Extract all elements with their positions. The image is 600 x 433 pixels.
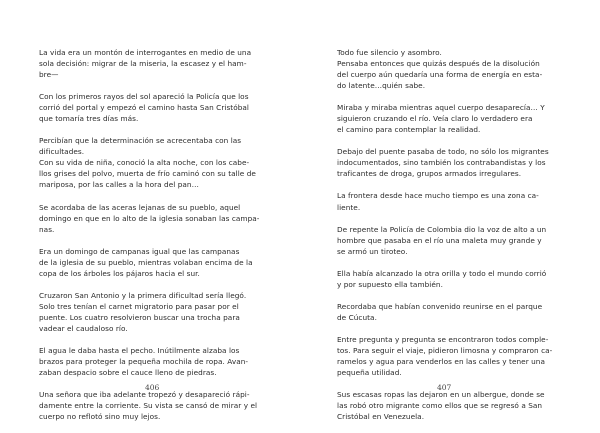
- text-line: El agua le daba hasta el pecho. Inútilmente alzaba los: [39, 345, 240, 355]
- text-line: domingo en que en lo alto de la iglesia sonaban las campa-: [39, 213, 260, 223]
- text-line: el camino para contemplar la realidad.: [337, 125, 481, 135]
- paragraph: [337, 389, 563, 422]
- text-line: copa de los árboles los pájaros hacia el sur.: [39, 268, 200, 278]
- text-line: del cuerpo aún quedaría una forma de energía en esta-: [337, 70, 543, 80]
- text-line: Con los primeros rayos del sol apareció la Policía que los: [39, 92, 249, 102]
- text-line: llos grises del polvo, muerta de frío caminó con su talle de: [39, 169, 256, 179]
- text-line: Entre pregunta y pregunta se encontraron todos comple-: [337, 334, 549, 344]
- text-line: dificultades.: [39, 147, 85, 157]
- text-line: y por supuesto ella también.: [337, 279, 443, 289]
- text-line: Sus escasas ropas las dejaron en un albergue, donde se: [337, 390, 545, 400]
- right-text-block: [337, 47, 563, 433]
- text-line: mariposa, por las calles a la hora del pan…: [39, 180, 199, 190]
- text-line: traficantes de droga, grupos armados irregulares.: [337, 169, 522, 179]
- left-page: [0, 0, 300, 425]
- text-line: vadear el caudaloso río.: [39, 323, 128, 333]
- right-page: [300, 0, 600, 425]
- paragraph: [39, 345, 263, 378]
- text-line: Todo fue silencio y asombro.: [337, 48, 442, 57]
- text-line: siguieron cruzando el río. Veía claro lo verdadero era: [337, 114, 533, 124]
- text-line: corrió del portal y empezó el camino hasta San Cristóbal: [39, 103, 250, 113]
- text-line: Era un domingo de campanas igual que las campanas: [39, 246, 240, 256]
- text-line: De repente la Policía de Colombia dio la voz de alto a un: [337, 224, 547, 234]
- paragraph: [337, 334, 563, 378]
- text-line: La frontera desde hace mucho tiempo es una zona ca-: [337, 191, 539, 201]
- text-line: liente.: [337, 202, 361, 212]
- text-line: hombre que pasaba en el río una maleta muy grande y: [337, 235, 542, 245]
- text-line: zaban despacio sobre el cauce lleno de piedras.: [39, 368, 217, 378]
- text-line: indocumentados, sino también los contrabandistas y los: [337, 158, 546, 168]
- text-line: Recordaba que habían convenido reunirse en el parque: [337, 301, 543, 311]
- paragraph: [39, 290, 263, 334]
- text-line: cuerpo no reflotó sino muy lejos.: [39, 412, 161, 422]
- text-line: Con su vida de niña, conoció la alta noche, con los cabe-: [39, 158, 250, 168]
- paragraph: [337, 102, 563, 135]
- text-line: sola decisión: migrar de la miseria, la escasez y el ham-: [39, 59, 247, 69]
- text-line: damente entre la corriente. Su vista se cansó de mirar y el: [39, 401, 258, 411]
- paragraph: [39, 246, 263, 279]
- text-line: brazos para proteger la pequeña mochila de ropa. Avan-: [39, 357, 249, 367]
- text-line: puente. Los cuatro resolvieron buscar una trocha para: [39, 312, 240, 322]
- text-line: que tomaría tres días más.: [39, 114, 139, 124]
- text-line: La vida era un montón de interrogantes en medio de una: [39, 48, 252, 57]
- text-line: Se acordaba de las aceras lejanas de su pueblo, aquel: [39, 202, 241, 212]
- text-line: las robó otro migrante como ellos que se regresó a San: [337, 401, 543, 411]
- text-line: bre—: [39, 70, 59, 80]
- paragraph: [337, 224, 563, 257]
- text-line: Pensaba entonces que quizás después de la disolución: [337, 59, 540, 69]
- paragraph: [337, 146, 563, 179]
- paragraph: [39, 47, 263, 80]
- paragraph: [39, 389, 263, 422]
- text-line: Percibían que la determinación se acrecentaba con las: [39, 136, 242, 146]
- paragraph: [39, 202, 263, 235]
- text-line: de la iglesia de su pueblo, mientras volaban encima de la: [39, 257, 253, 267]
- paragraph: [39, 135, 263, 190]
- left-text-block: [39, 47, 263, 433]
- text-line: se armó un tiroteo.: [337, 246, 408, 256]
- text-line: Solo tres tenían el carnet migratorio para pasar por el: [39, 301, 239, 311]
- text-line: de Cúcuta.: [337, 312, 377, 322]
- paragraph: [337, 268, 563, 290]
- text-line: Cristóbal en Venezuela.: [337, 412, 425, 422]
- right-page-number: 407: [437, 383, 452, 392]
- text-line: Debajo del puente pasaba de todo, no sólo los migrantes: [337, 147, 549, 157]
- left-page-number: 406: [145, 383, 160, 392]
- text-line: Miraba y miraba mientras aquel cuerpo desaparecía… Y: [337, 103, 545, 113]
- paragraph: [337, 47, 563, 91]
- text-line: Cruzaron San Antonio y la primera dificultad sería llegó.: [39, 290, 247, 300]
- text-line: nas.: [39, 224, 55, 234]
- text-line: ramelos y agua para venderlos en las calles y tener una: [337, 356, 545, 366]
- text-line: tos. Para seguir el viaje, pidieron limosna y compraron ca-: [337, 345, 553, 355]
- paragraph: [39, 91, 263, 124]
- text-line: pequeña utilidad.: [337, 368, 402, 378]
- paragraph: [337, 190, 563, 212]
- text-line: Ella había alcanzado la otra orilla y todo el mundo corrió: [337, 268, 547, 278]
- paragraph: [337, 301, 563, 323]
- text-line: do latente…quién sabe.: [337, 81, 426, 91]
- text-line: Una señora que iba adelante tropezó y desapareció rápi-: [39, 390, 250, 400]
